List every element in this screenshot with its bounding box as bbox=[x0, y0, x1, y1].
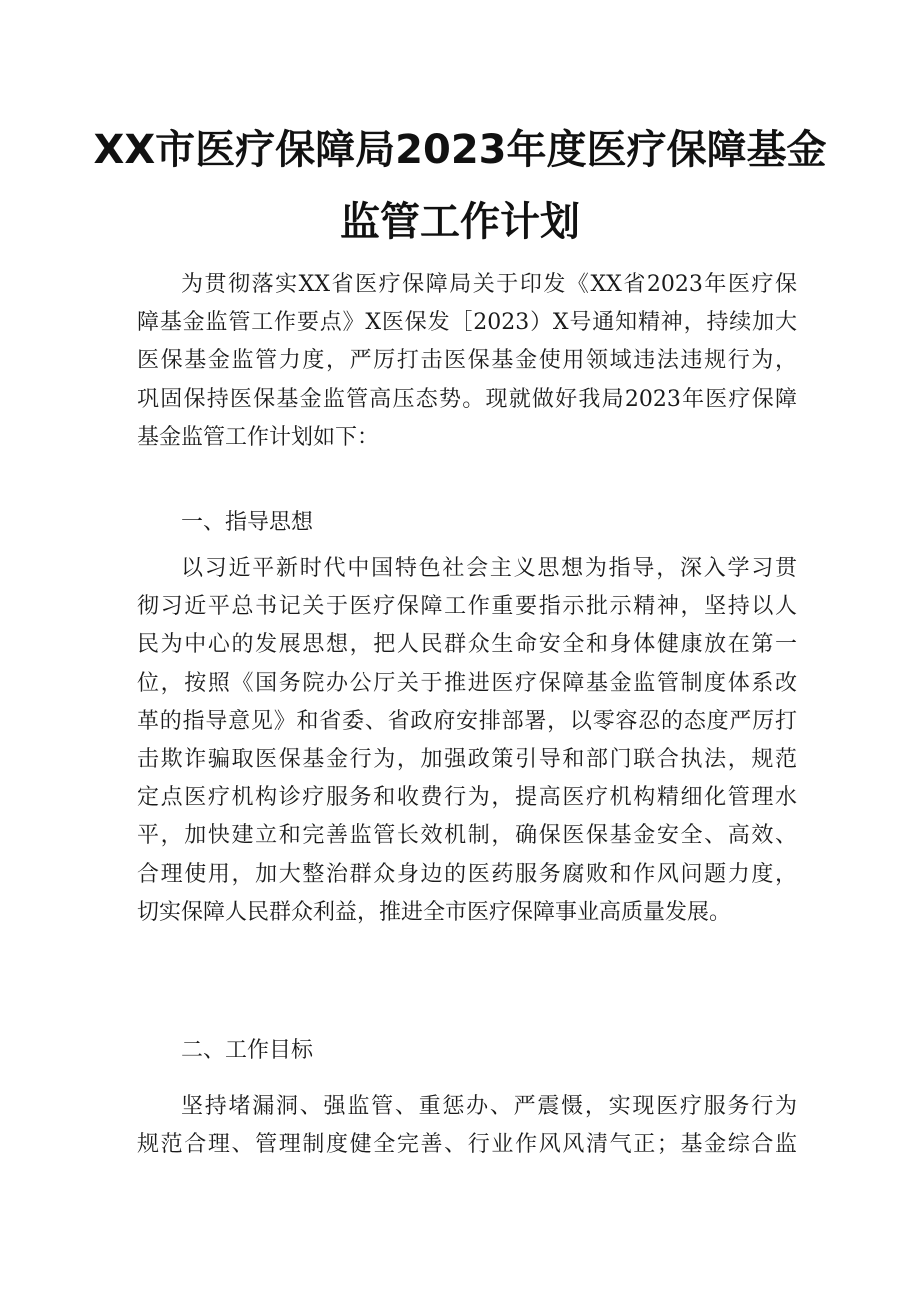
section-heading-work-goals: 二、工作目标 bbox=[181, 1038, 314, 1063]
document-title-line-1: XX市医疗保障局2023年度医疗保障基金 bbox=[93, 127, 827, 173]
section1-line: 合理使用，加大整治群众身边的医药服务腐败和作风问题力度， bbox=[137, 861, 797, 887]
intro-line: 障基金监管工作要点》X医保发［2023）X号通知精神，持续加大 bbox=[137, 310, 797, 336]
section1-line: 定点医疗机构诊疗服务和收费行为，提高医疗机构精细化管理水 bbox=[137, 785, 797, 811]
section1-line: 革的指导意见》和省委、省政府安排部署，以零容忍的态度严厉打 bbox=[137, 708, 797, 734]
intro-line: 巩固保持医保基金监管高压态势。现就做好我局2023年医疗保障 bbox=[137, 386, 797, 412]
section2-line: 坚持堵漏洞、强监管、重惩办、严震慑，实现医疗服务行为 bbox=[181, 1094, 797, 1119]
section1-line: 位，按照《国务院办公厅关于推进医疗保障基金监管制度体系改 bbox=[137, 670, 797, 696]
intro-line: 为贯彻落实XX省医疗保障局关于印发《XX省2023年医疗保 bbox=[181, 272, 797, 297]
section1-line: 以习近平新时代中国特色社会主义思想为指导，深入学习贯 bbox=[181, 556, 797, 581]
section1-line: 击欺诈骗取医保基金行为，加强政策引导和部门联合执法，规范 bbox=[137, 746, 797, 772]
section1-line: 平，加快建立和完善监管长效机制，确保医保基金安全、高效、 bbox=[137, 823, 797, 849]
section2-line: 规范合理、管理制度健全完善、行业作风风清气正；基金综合监 bbox=[137, 1132, 797, 1158]
section1-line: 民为中心的发展思想，把人民群众生命安全和身体健康放在第一 bbox=[137, 632, 797, 658]
intro-paragraph bbox=[137, 266, 797, 457]
section1-paragraph bbox=[137, 550, 797, 932]
document-title-line-2: 监管工作计划 bbox=[340, 199, 580, 245]
section1-line: 彻习近平总书记关于医疗保障工作重要指示批示精神，坚持以人 bbox=[137, 594, 797, 620]
section2-paragraph bbox=[137, 1088, 797, 1164]
intro-line: 基金监管工作计划如下： bbox=[137, 424, 380, 450]
section-heading-guiding-ideology: 一、指导思想 bbox=[181, 510, 314, 535]
intro-line: 医保基金监管力度，严厉打击医保基金使用领域违法违规行为， bbox=[137, 348, 797, 374]
section1-line: 切实保障人民群众利益，推进全市医疗保障事业高质量发展。 bbox=[137, 899, 732, 925]
